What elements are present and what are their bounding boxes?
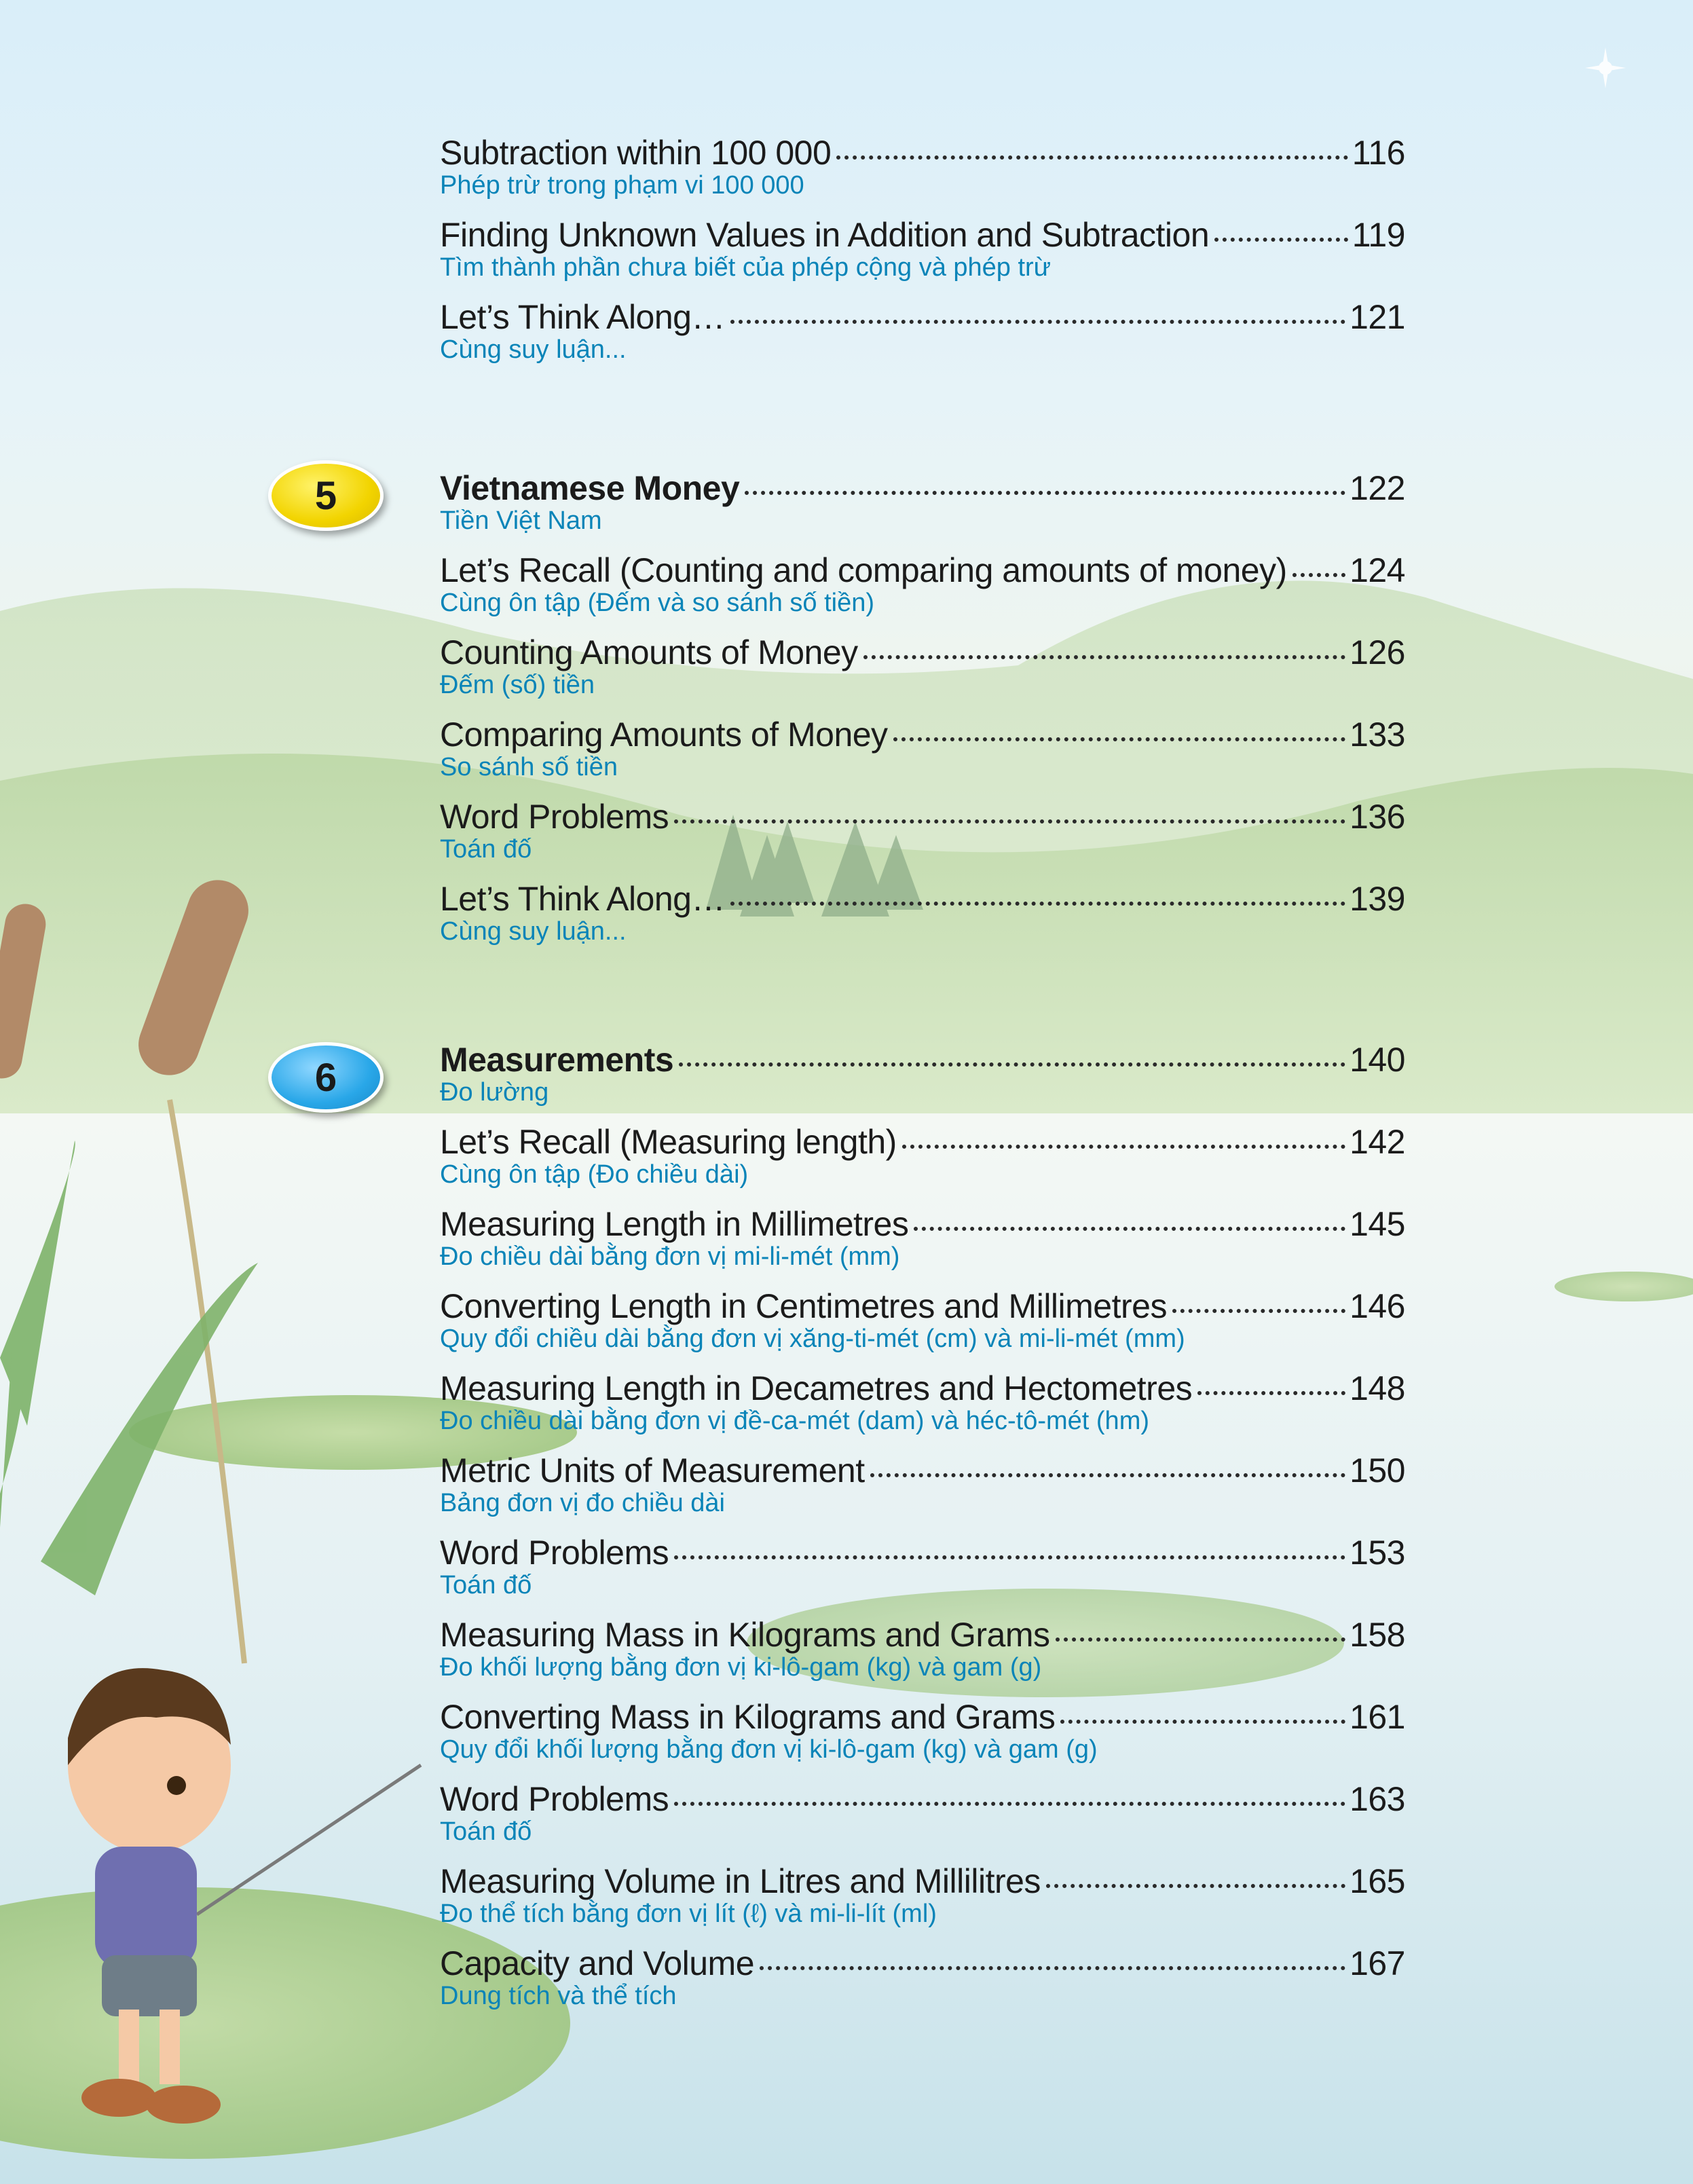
- entry-page: 153: [1350, 1534, 1405, 1572]
- entry-title: Let’s Think Along…: [440, 880, 725, 918]
- entry-page: 140: [1350, 1041, 1405, 1079]
- dot-leader: [745, 491, 1345, 495]
- entry-page: 116: [1352, 134, 1405, 172]
- toc-entry[interactable]: [440, 1369, 1405, 1436]
- dot-leader: [914, 1227, 1345, 1231]
- entry-subtitle: Cùng suy luận...: [440, 335, 627, 364]
- entry-title: Converting Length in Centimetres and Millimetres: [440, 1287, 1167, 1325]
- entry-subtitle: Cùng suy luận...: [440, 917, 627, 946]
- dot-leader: [1060, 1720, 1345, 1724]
- dot-leader: [730, 320, 1345, 324]
- dot-leader: [836, 155, 1347, 160]
- toc-entry[interactable]: [440, 551, 1405, 618]
- chapter-title: Vietnamese Money: [440, 469, 740, 507]
- toc-entry[interactable]: [440, 879, 1405, 946]
- toc-entry[interactable]: [440, 1533, 1405, 1600]
- chapter-5-badge: 5: [268, 460, 384, 531]
- entry-title: Comparing Amounts of Money: [440, 716, 888, 754]
- toc-entry-chapter[interactable]: [440, 1040, 1405, 1107]
- toc-entry[interactable]: [440, 1779, 1405, 1847]
- entry-page: 148: [1350, 1369, 1405, 1407]
- entry-title: Counting Amounts of Money: [440, 633, 858, 671]
- dot-leader: [893, 737, 1346, 741]
- entry-title: Let’s Recall (Counting and comparing amounts of money): [440, 551, 1287, 589]
- dot-leader: [730, 902, 1345, 906]
- entry-subtitle: Đo chiều dài bằng đơn vị đề-ca-mét (dam) và héc-tô-mét (hm): [440, 1407, 1149, 1435]
- entry-subtitle: Quy đổi chiều dài bằng đơn vị xăng-ti-mét (cm) và mi-li-mét (mm): [440, 1325, 1185, 1353]
- toc-entry[interactable]: [440, 215, 1405, 282]
- toc-entry[interactable]: [440, 1451, 1405, 1518]
- toc-entry[interactable]: [440, 133, 1405, 200]
- entry-page: 122: [1350, 469, 1405, 507]
- entry-title: Let’s Recall (Measuring length): [440, 1123, 897, 1161]
- entry-subtitle: Dung tích và thể tích: [440, 1982, 677, 2010]
- entry-title: Capacity and Volume: [440, 1944, 755, 1982]
- dot-leader: [1172, 1309, 1345, 1313]
- dot-leader: [870, 1473, 1345, 1477]
- dot-leader: [1292, 573, 1345, 577]
- toc-entry[interactable]: [440, 1697, 1405, 1764]
- entry-page: 161: [1350, 1698, 1405, 1736]
- entry-title: Word Problems: [440, 1780, 669, 1818]
- entry-subtitle: Cùng ôn tập (Đo chiều dài): [440, 1160, 749, 1189]
- entry-page: 146: [1350, 1287, 1405, 1325]
- toc-entry[interactable]: [440, 797, 1405, 864]
- entry-title: Measuring Length in Millimetres: [440, 1205, 909, 1243]
- entry-page: 158: [1350, 1616, 1405, 1654]
- entry-subtitle: Tiền Việt Nam: [440, 506, 602, 535]
- entry-title: Metric Units of Measurement: [440, 1451, 865, 1489]
- entry-subtitle: Phép trừ trong phạm vi 100 000: [440, 171, 804, 200]
- dot-leader: [674, 819, 1345, 823]
- entry-subtitle: Đếm (số) tiền: [440, 671, 595, 699]
- toc-entry[interactable]: [440, 297, 1405, 365]
- entry-page: 133: [1350, 716, 1405, 754]
- toc-entry[interactable]: [440, 1287, 1405, 1354]
- entry-title: Finding Unknown Values in Addition and Subtraction: [440, 216, 1210, 254]
- toc-entry[interactable]: [440, 1122, 1405, 1189]
- entry-subtitle: Toán đố: [440, 1817, 532, 1846]
- toc-entry[interactable]: [440, 715, 1405, 782]
- entry-subtitle: Tìm thành phần chưa biết của phép cộng và phép trừ: [440, 253, 1052, 282]
- entry-page: 136: [1350, 798, 1405, 836]
- entry-title: Converting Mass in Kilograms and Grams: [440, 1698, 1056, 1736]
- entry-title: Let’s Think Along…: [440, 298, 725, 336]
- dot-leader: [1214, 238, 1348, 242]
- entry-title: Word Problems: [440, 1534, 669, 1572]
- dot-leader: [679, 1062, 1345, 1067]
- entry-subtitle: So sánh số tiền: [440, 753, 618, 781]
- dot-leader: [674, 1555, 1345, 1559]
- entry-subtitle: Đo khối lượng bằng đơn vị ki-lô-gam (kg) và gam (g): [440, 1653, 1042, 1682]
- dot-leader: [1046, 1884, 1345, 1888]
- entry-subtitle: Đo thể tích bằng đơn vị lít (ℓ) và mi-li-lít (ml): [440, 1900, 937, 1928]
- entry-page: 150: [1350, 1451, 1405, 1489]
- entry-page: 142: [1350, 1123, 1405, 1161]
- entry-subtitle: Cùng ôn tập (Đếm và so sánh số tiền): [440, 589, 875, 617]
- entry-title: Subtraction within 100 000: [440, 134, 832, 172]
- dot-leader: [1197, 1391, 1345, 1395]
- toc-entry[interactable]: [440, 1862, 1405, 1929]
- entry-page: 163: [1350, 1780, 1405, 1818]
- entry-title: Word Problems: [440, 798, 669, 836]
- dot-leader: [674, 1802, 1345, 1806]
- toc-entry[interactable]: [440, 633, 1405, 700]
- toc-entry[interactable]: [440, 1944, 1405, 2011]
- entry-page: 126: [1350, 633, 1405, 671]
- dot-leader: [760, 1966, 1345, 1970]
- entry-subtitle: Quy đổi khối lượng bằng đơn vị ki-lô-gam (kg) và gam (g): [440, 1735, 1098, 1764]
- entry-subtitle: Toán đố: [440, 835, 532, 864]
- chapter-6-badge: 6: [268, 1042, 384, 1113]
- chapter-title: Measurements: [440, 1041, 674, 1079]
- toc-entry-chapter[interactable]: [440, 468, 1405, 536]
- entry-title: Measuring Mass in Kilograms and Grams: [440, 1616, 1050, 1654]
- entry-page: 139: [1350, 880, 1405, 918]
- entry-page: 167: [1350, 1944, 1405, 1982]
- entry-page: 124: [1350, 551, 1405, 589]
- entry-subtitle: Bảng đơn vị đo chiều dài: [440, 1489, 725, 1517]
- toc-entry[interactable]: [440, 1204, 1405, 1272]
- toc-entry[interactable]: [440, 1615, 1405, 1682]
- dot-leader: [902, 1145, 1345, 1149]
- entry-page: 145: [1350, 1205, 1405, 1243]
- dot-leader: [863, 655, 1345, 659]
- entry-subtitle: Toán đố: [440, 1571, 532, 1599]
- entry-subtitle: Đo chiều dài bằng đơn vị mi-li-mét (mm): [440, 1242, 900, 1271]
- entry-subtitle: Đo lường: [440, 1078, 549, 1107]
- entry-page: 119: [1352, 216, 1405, 254]
- entry-title: Measuring Length in Decametres and Hectometres: [440, 1369, 1193, 1407]
- entry-page: 165: [1350, 1862, 1405, 1900]
- entry-page: 121: [1350, 298, 1405, 336]
- entry-title: Measuring Volume in Litres and Millilitres: [440, 1862, 1041, 1900]
- dot-leader: [1056, 1637, 1346, 1642]
